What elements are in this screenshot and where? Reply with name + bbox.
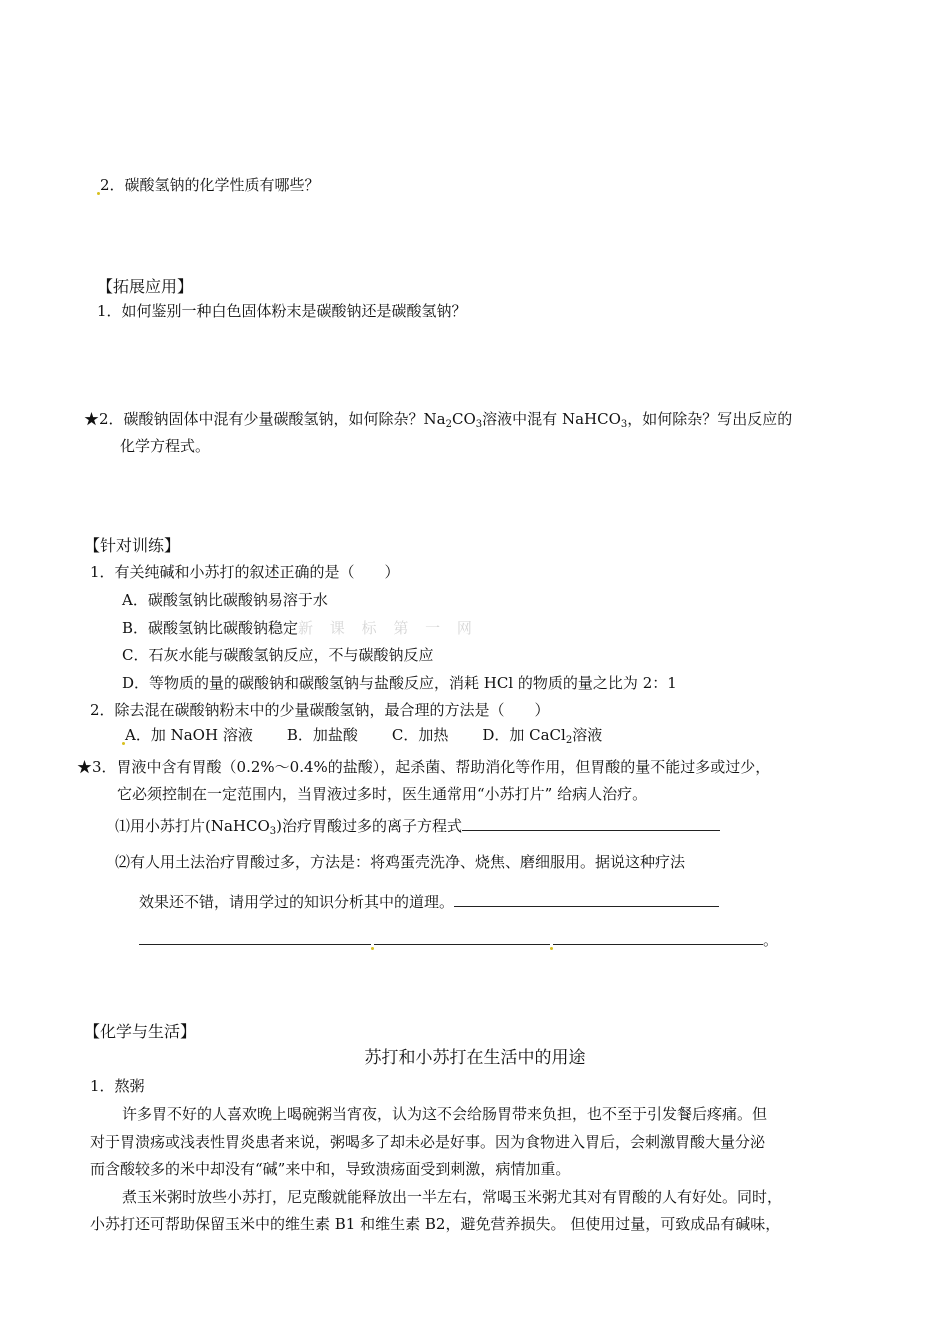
training-question-2: 2．除去混在碳酸钠粉末中的少量碳酸氢钠，最合理的方法是（ ） <box>90 701 550 719</box>
mark-dot <box>550 947 553 950</box>
training-question-3-line2: 它必须控制在一定范围内，当胃液过多时，医生通常用“小苏打片” 给病人治疗。 <box>117 785 648 803</box>
option-c: C．石灰水能与碳酸氢钠反应，不与碳酸钠反应 <box>122 646 434 664</box>
article-item-1: 1．熬粥 <box>90 1077 145 1095</box>
paragraph-1-line-2: 对于胃溃疡或浅表性胃炎患者来说，粥喝多了却未必是好事。因为食物进入胃后，会刺激胃酸大量分泌 <box>90 1133 766 1151</box>
extension-question-1: 1．如何鉴别一种白色固体粉末是碳酸钠还是碳酸氢钠？ <box>97 302 467 320</box>
option-a: A．碳酸氢钠比碳酸钠易溶于水 <box>122 591 328 609</box>
paragraph-2-line-2: 小苏打还可帮助保留玉米中的维生素 B1 和维生素 B2，避免营养损失。 但使用过量，可致成品有碱味， <box>90 1215 781 1233</box>
article-title: 苏打和小苏打在生活中的用途 <box>364 1048 586 1068</box>
answer-blank[interactable] <box>139 928 371 945</box>
question-3-part-2-line2: 效果还不错，请用学过的知识分析其中的道理。 <box>139 890 719 912</box>
extension-question-2-line2: 化学方程式。 <box>120 437 211 455</box>
option-b: B．碳酸氢钠比碳酸钠稳定新 课 标 第 一 网 <box>122 619 478 637</box>
question-3-part-2: ⑵有人用土法治疗胃酸过多，方法是：将鸡蛋壳洗净、烧焦、磨细服用。据说这种疗法 <box>115 853 686 871</box>
option-d: D．等物质的量的碳酸钠和碳酸氢钠与盐酸反应，消耗 HCl 的物质的量之比为 2：1 <box>122 674 677 692</box>
mark-dot <box>371 947 374 950</box>
star-icon: ★ <box>77 758 93 776</box>
question-3-part-1: ⑴用小苏打片(NaHCO$_3$)治疗胃酸过多的离子方程式 <box>115 814 720 836</box>
paragraph-1-line-3: 而含酸较多的米中却没有“碱”来中和，导致溃疡面受到刺激，病情加重。 <box>90 1160 571 1178</box>
section-heading-extension: 【拓展应用】 <box>97 277 194 296</box>
answer-blank[interactable] <box>462 814 720 831</box>
answer-blank[interactable] <box>374 928 550 945</box>
section-heading-training: 【针对训练】 <box>84 536 181 555</box>
answer-blank[interactable] <box>553 928 763 945</box>
training-question-2-options: A．加 NaOH 溶液 B．加盐酸 C．加热 D．加 CaCl$_2$溶液 <box>122 725 602 745</box>
paragraph-2-line-1: 煮玉米粥时放些小苏打，尼克酸就能释放出一半左右，常喝玉米粥尤其对有胃酸的人有好处。同时， <box>122 1188 783 1206</box>
extension-question-2: ★2．碳酸钠固体中混有少量碳酸氢钠，如何除杂？$Na_2CO_3$溶液中混有 NaHCO$_3$，如何除杂？写出反应的 <box>84 410 793 430</box>
answer-blank[interactable] <box>454 890 719 907</box>
watermark: 新 课 标 第 一 网 <box>298 619 478 637</box>
training-question-1: 1．有关纯碱和小苏打的叙述正确的是（ ） <box>90 563 400 581</box>
section-heading-life: 【化学与生活】 <box>84 1022 197 1041</box>
paragraph-1-line-1: 许多胃不好的人喜欢晚上喝碗粥当宵夜，认为这不会给肠胃带来负担，也不至于引发餐后疼痛。但 <box>122 1105 768 1123</box>
star-icon: ★ <box>84 410 100 428</box>
training-question-3: ★3．胃液中含有胃酸（0.2%～0.4%的盐酸），起杀菌、帮助消化等作用，但胃酸的量不能过多或过少， <box>77 758 771 776</box>
question-3-answer-line: 。 <box>139 928 778 950</box>
question-2-top: 2．碳酸氢钠的化学性质有哪些？ <box>97 175 320 195</box>
